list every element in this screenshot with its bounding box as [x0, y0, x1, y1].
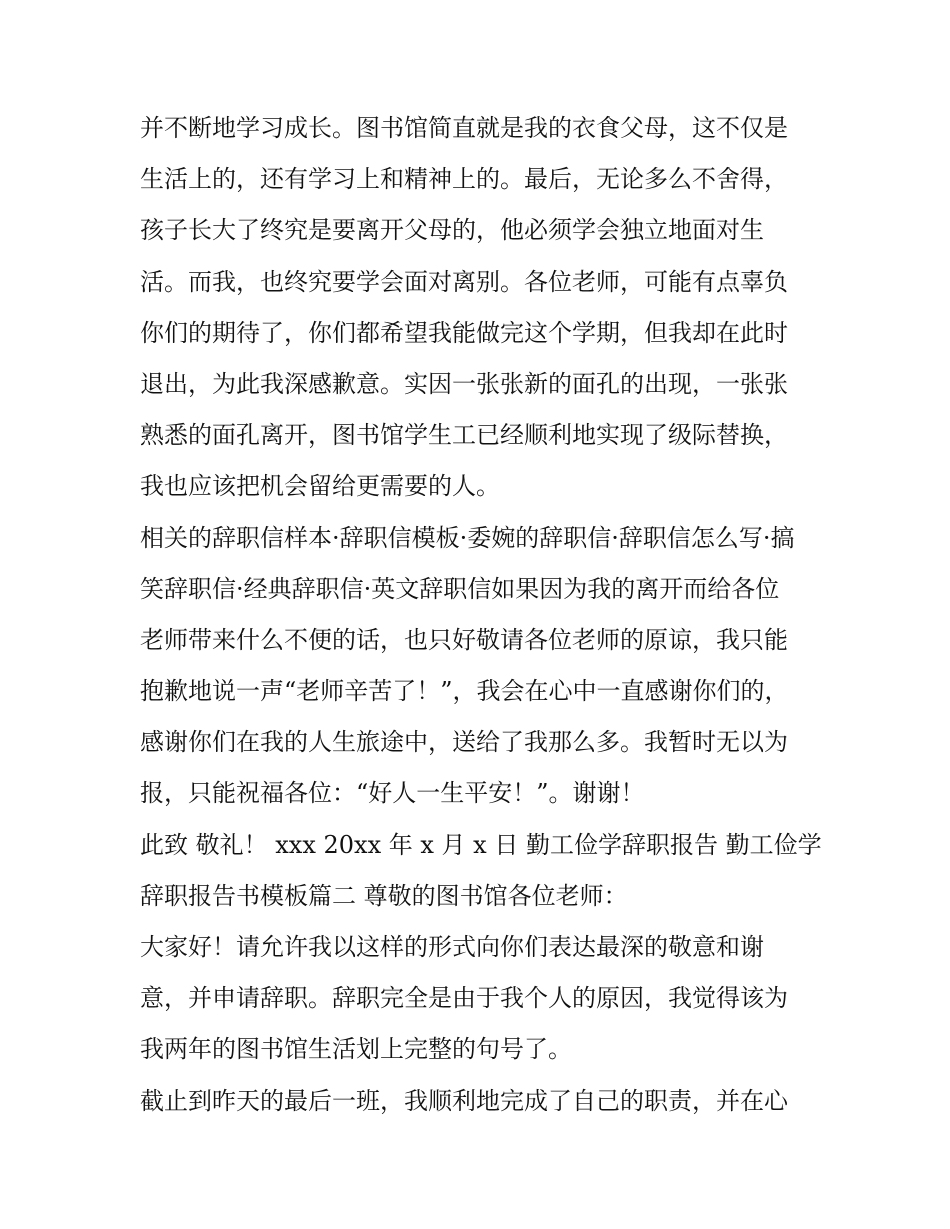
text-line: 并不断地学习成长。图书馆简直就是我的衣食父母，这不仅是	[140, 114, 788, 142]
text-line: 生活上的，还有学习上和精神上的。最后，无论多么不舍得，	[140, 165, 788, 194]
text-line: 抱歉地说一声“老师辛苦了！”，我会在心中一直感谢你们的，	[140, 677, 789, 706]
text-line: 感谢你们在我的人生旅途中，送给了我那么多。我暂时无以为	[140, 728, 788, 757]
text-line: 报，只能祝福各位：“好人一生平安！”。谢谢！	[140, 779, 645, 808]
text-line: 老师带来什么不便的话，也只好敬请各位老师的原谅，我只能	[140, 625, 788, 654]
text-line: 笑辞职信·经典辞职信·英文辞职信如果因为我的离开而给各位	[140, 574, 780, 603]
text-line: 你们的期待了，你们都希望我能做完这个学期，但我却在此时	[140, 318, 788, 347]
text-line: 我两年的图书馆生活划上完整的句号了。	[140, 1035, 572, 1064]
text-line: 辞职报告书模板篇二 尊敬的图书馆各位老师：	[140, 881, 628, 910]
text-line: 意，并申请辞职。辞职完全是由于我个人的原因，我觉得该为	[140, 984, 788, 1013]
text-line: 孩子长大了终究是要离开父母的，他必须学会独立地面对生	[140, 216, 764, 245]
document-body	[140, 103, 820, 1127]
text-line: 此致 敬礼！ xxx 20xx 年 x 月 x 日 勤工俭学辞职报告 勤工俭学	[140, 830, 822, 859]
text-line: 大家好！请允许我以这样的形式向你们表达最深的敬意和谢	[140, 933, 764, 961]
text-line: 相关的辞职信样本·辞职信模板·委婉的辞职信·辞职信怎么写·搞	[140, 523, 795, 552]
text-line: 活。而我，也终究要学会面对离别。各位老师，可能有点辜负	[140, 267, 788, 296]
text-line: 退出，为此我深感歉意。实因一张张新的面孔的出现，一张张	[140, 369, 788, 398]
text-line: 我也应该把机会留给更需要的人。	[140, 472, 500, 501]
text-line: 熟悉的面孔离开，图书馆学生工已经顺利地实现了级际替换，	[140, 421, 788, 450]
text-line: 截止到昨天的最后一班，我顺利地完成了自己的职责，并在心	[140, 1086, 788, 1115]
